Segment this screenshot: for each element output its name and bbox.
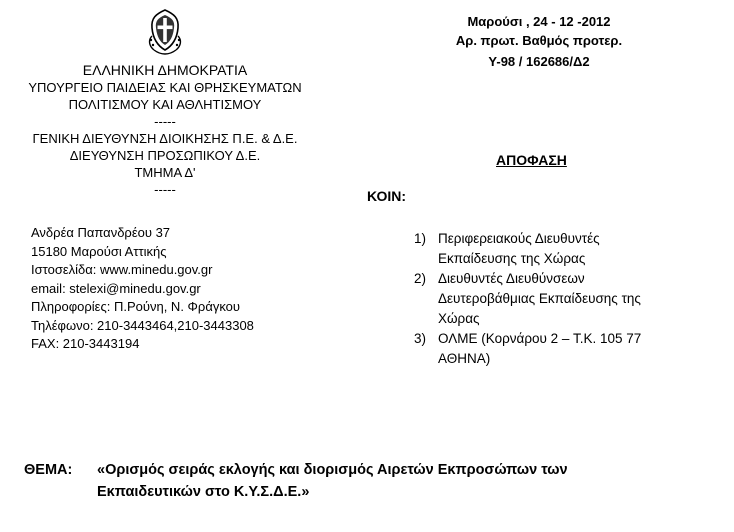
greek-coat-of-arms-icon	[146, 6, 184, 56]
street-address: Ανδρέα Παπανδρέου 37	[31, 225, 171, 240]
directorate-general: ΓΕΝΙΚΗ ΔΙΕΥΘΥΝΣΗ ΔΙΟΙΚΗΣΗΣ Π.Ε. & Δ.Ε.	[32, 131, 298, 146]
ministry-line-2: ΠΟΛΙΤΙΣΜΟΥ ΚΑΙ ΑΘΛΗΤΙΣΜΟΥ	[68, 97, 262, 112]
place-date: Μαρούσι , 24 - 12 -2012	[467, 14, 611, 29]
item-line: Χώρας	[438, 311, 480, 326]
item-number: 2)	[414, 271, 427, 286]
contact-block	[31, 224, 254, 354]
protocol-label: Αρ. πρωτ. Βαθμός προτερ.	[455, 33, 623, 48]
list-item	[414, 269, 714, 329]
decision-title: ΑΠΟΦΑΣΗ	[496, 152, 567, 168]
country-name: ΕΛΛΗΝΙΚΗ ΔΗΜΟΚΡΑΤΙΑ	[82, 62, 248, 78]
item-line: ΑΘΗΝΑ)	[438, 351, 491, 366]
item-line: Περιφερειακούς Διευθυντές	[438, 231, 600, 246]
separator: -----	[154, 114, 176, 129]
subject-line-1: «Ορισμός σειράς εκλογής και διορισμός Αιρετών Εκπροσώπων των	[97, 462, 568, 478]
phone: Τηλέφωνο: 210-3443464,210-3443308	[31, 317, 254, 333]
subject-label: ΘΕΜΑ:	[24, 462, 73, 478]
protocol-number: Υ-98 / 162686/Δ2	[488, 54, 590, 69]
department: ΤΜΗΜΑ Δ'	[134, 165, 196, 180]
email: email: stelexi@minedu.gov.gr	[31, 280, 201, 296]
contact-persons: Πληροφορίες: Π.Ρούνη, Ν. Φράγκου	[31, 299, 241, 314]
recipients-label: ΚΟΙΝ:	[367, 188, 407, 204]
recipients-list	[414, 229, 714, 367]
document-info	[410, 12, 668, 71]
item-line: Δευτεροβάθμιας Εκπαίδευσης της	[438, 291, 641, 306]
fax: FAX: 210-3443194	[31, 336, 140, 351]
item-number: 3)	[414, 331, 427, 346]
separator: -----	[154, 182, 176, 197]
subject-line-2: Εκπαιδευτικών στο Κ.Υ.Σ.Δ.Ε.»	[97, 484, 310, 500]
ministry-line-1: ΥΠΟΥΡΓΕΙΟ ΠΑΙΔΕΙΑΣ ΚΑΙ ΘΡΗΣΚΕΥΜΑΤΩΝ	[28, 80, 302, 95]
item-number: 1)	[414, 231, 427, 246]
issuer-block	[10, 61, 320, 198]
subject-text	[97, 459, 687, 503]
item-line: Εκπαίδευσης της Χώρας	[438, 251, 586, 266]
item-line: ΟΛΜΕ (Κορνάρου 2 – Τ.Κ. 105 77	[438, 331, 642, 346]
list-item	[414, 229, 714, 269]
item-line: Διευθυντές Διευθύνσεων	[438, 271, 585, 286]
website: Ιστοσελίδα: www.minedu.gov.gr	[31, 262, 213, 277]
directorate: ΔΙΕΥΘΥΝΣΗ ΠΡΟΣΩΠΙΚΟΥ Δ.Ε.	[69, 148, 261, 163]
city-address: 15180 Μαρούσι Αττικής	[31, 243, 167, 259]
list-item	[414, 329, 714, 367]
